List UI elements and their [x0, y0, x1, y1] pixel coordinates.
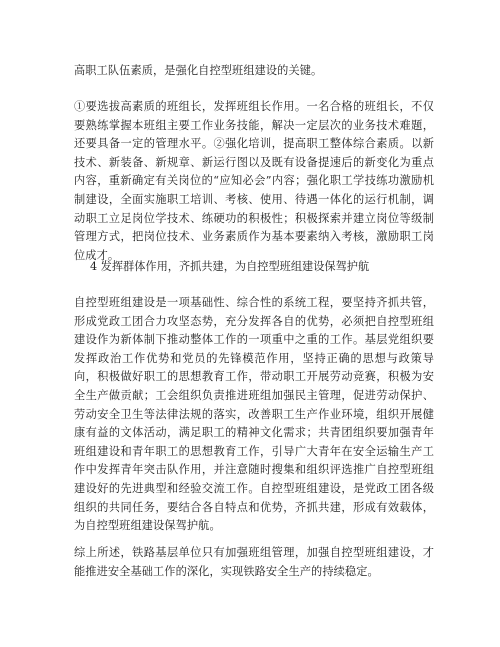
paragraph-team-leader-training: ①要选拔高素质的班组长，发挥班组长作用。一名合格的班组长，不仅要熟练掌握本班组主要工作业务技能，解决一定层次的业务技术难题，还要具备一定的管理水平。②强化培训，提高职工整体综合素质。以新技术、新装备、新规章、新运行图以及既有设备提速后的新变化为重点内容，重新确定有关岗位的“应知必会”内容；强化职工学技练功激励机制建设，全面实施职工培训、考核、使用、待遇一体化的运行机制，调动职工立足岗位学技术、练硬功的积极性；积极探索并建立岗位等级制管理方式，把岗位技术、业务素质作为基本要素纳入考核，激励职工岗位成才。	[74, 100, 434, 262]
section-heading-4: 4 发挥群体作用，齐抓共建，为自控型班组建设保驾护航	[90, 260, 370, 273]
paragraph-intro-end: 高职工队伍素质，是强化自控型班组建设的关键。	[74, 64, 323, 77]
paragraph-conclusion: 综上所述，铁路基层单位只有加强班组管理，加强自控型班组建设，才能推进安全基础工作的深化，实现铁路安全生产的持续稳定。	[74, 546, 434, 578]
paragraph-group-cooperation: 自控型班组建设是一项基础性、综合性的系统工程，要坚持齐抓共管，形成党政工团合力攻坚态势，充分发挥各自的优势，必须把自控型班组建设作为新体制下推动整体工作的一项重中之重的工作。基层党组织要发挥政治工作优势和党员的先锋模范作用，坚持正确的思想与政策导向，积极做好职工的思想教育工作，带动职工开展劳动竞赛，积极为安全生产做贡献；工会组织负责推进班组加强民主管理，促进劳动保护、劳动安全卫生等法律法规的落实，改善职工生产作业环境，组织开展健康有益的文体活动，满足职工的精神文化需求；共青团组织要加强青年班组建设和青年职工的思想教育工作，引导广大青年在安全运输生产工作中发挥青年突击队作用，并注意随时搜集和组织评选推广自控型班组建设好的先进典型和经验交流工作。自控型班组建设，是党政工团各级组织的共同任务，要结合各自特点和优势，齐抓共建，形成有效载体，为自控型班组建设保驾护航。	[74, 296, 434, 533]
